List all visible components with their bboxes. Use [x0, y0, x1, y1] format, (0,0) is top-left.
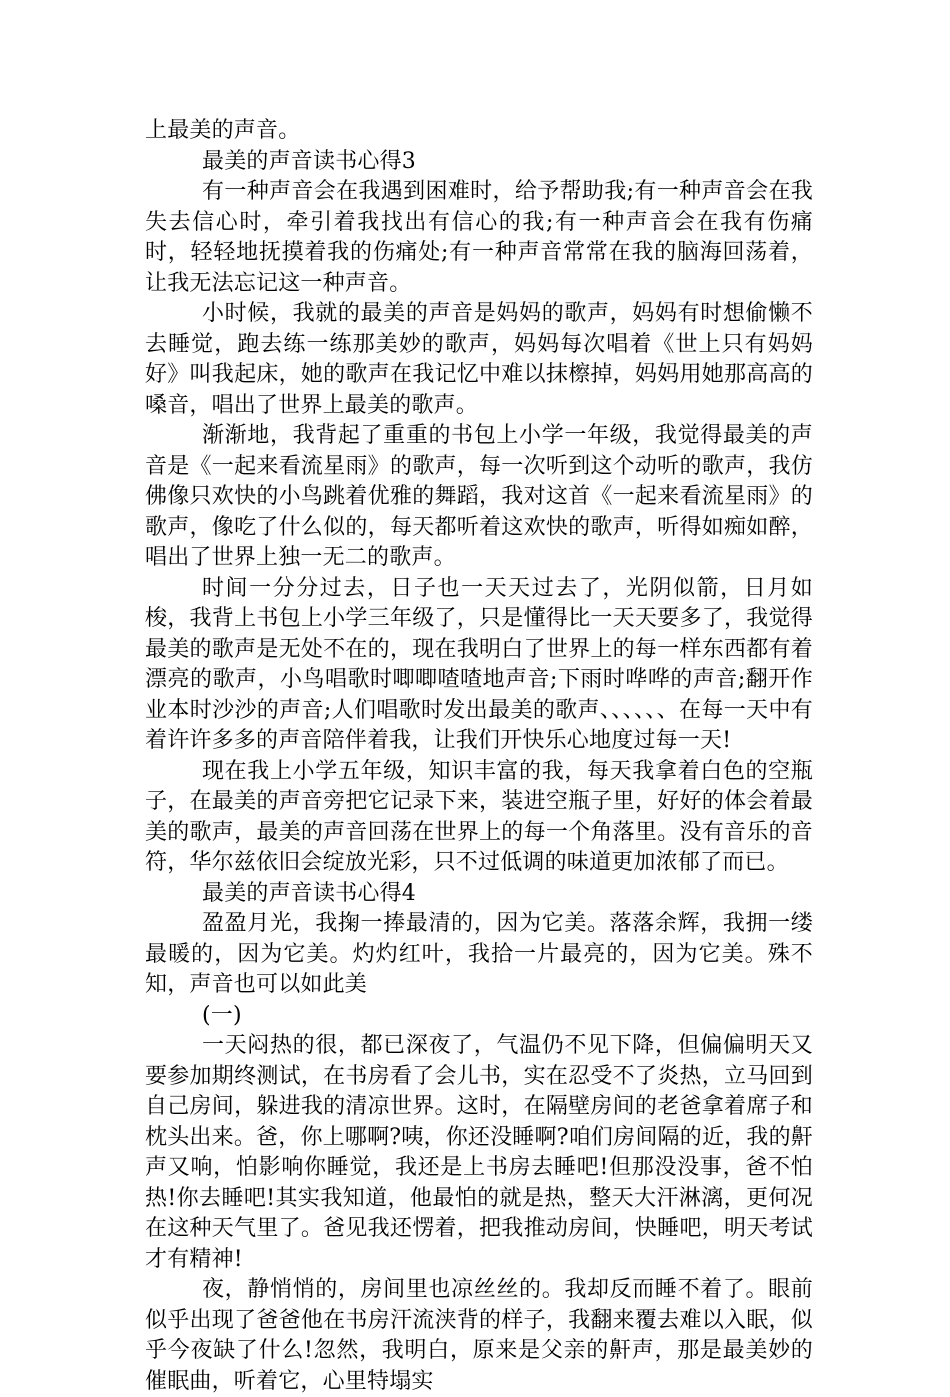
paragraph: 一天闷热的很，都已深夜了，气温仍不见下降，但偏偏明天又要参加期终测试，在书房看了会儿书，实在忍受不了炎热，立马回到自己房间，躲进我的清凉世界。这时，在隔壁房间的老爸拿着席子和枕头出来。爸，你上哪啊?咦，你还没睡啊?咱们房间隔的近，我的鼾声又响，怕影响你睡觉，我还是上书房去睡吧!但那没没事，爸不怕热!你去睡吧!其实我知道，他最怕的就是热，整天大汗淋漓，更何况在这种天气里了。爸见我还愣着，把我推动房间，快睡吧，明天考试才有精神!	[145, 1033, 813, 1272]
section-heading-4: 最美的声音读书心得4	[202, 880, 416, 906]
document-body	[145, 116, 813, 1397]
paragraph: 小时候，我就的最美的声音是妈妈的歌声，妈妈有时想偷懒不去睡觉，跑去练一练那美妙的歌声，妈妈每次唱着《世上只有妈妈好》叫我起床，她的歌声在我记忆中难以抹檫掉，妈妈用她那高高的嗓音，唱出了世界上最美的歌声。	[145, 301, 813, 418]
paragraph: 盈盈月光，我掬一捧最清的，因为它美。落落余辉，我拥一缕最暖的，因为它美。灼灼红叶，我拾一片最亮的，因为它美。殊不知，声音也可以如此美	[145, 911, 813, 997]
paragraph: 渐渐地，我背起了重重的书包上小学一年级，我觉得最美的声音是《一起来看流星雨》的歌声，每一次听到这个动听的歌声，我仿佛像只欢快的小鸟跳着优雅的舞蹈，我对这首《一起来看流星雨》的歌声，像吃了什么似的，每天都听着这欢快的歌声，听得如痴如醉，唱出了世界上独一无二的歌声。	[145, 423, 813, 570]
subsection-marker: (一)	[202, 1002, 242, 1028]
paragraph-continuation: 上最美的声音。	[145, 118, 301, 143]
paragraph: 夜，静悄悄的，房间里也凉丝丝的。我却反而睡不着了。眼前似乎出现了爸爸他在书房汗流浃背的样子，我翻来覆去难以入眠，似乎今夜缺了什么!忽然，我明白，原来是父亲的鼾声，那是最美妙的催眠曲，听着它，心里特塌实	[145, 1277, 813, 1394]
paragraph: 有一种声音会在我遇到困难时，给予帮助我;有一种声音会在我失去信心时，牵引着我找出有信心的我;有一种声音会在我有伤痛时，轻轻地抚摸着我的伤痛处;有一种声音常常在我的脑海回荡着，让我无法忘记这一种声音。	[145, 179, 813, 296]
paragraph: 现在我上小学五年级，知识丰富的我，每天我拿着白色的空瓶子，在最美的声音旁把它记录下来，装进空瓶子里，好好的体会着最美的歌声，最美的声音回荡在世界上的每一个角落里。没有音乐的音符，华尔兹依旧会绽放光彩，只不过低调的味道更加浓郁了而已。	[145, 758, 813, 875]
section-heading-3: 最美的声音读书心得3	[202, 148, 416, 174]
paragraph: 时间一分分过去，日子也一天天过去了，光阴似箭，日月如梭，我背上书包上小学三年级了，只是懂得比一天天要多了，我觉得最美的歌声是无处不在的，现在我明白了世界上的每一样东西都有着漂亮的歌声，小鸟唱歌时唧唧喳喳地声音;下雨时哗哗的声音;翻开作业本时沙沙的声音;人们唱歌时发出最美的歌声、、、、、、在每一天中有着许许多多的声音陪伴着我，让我们开快乐心地度过每一天!	[145, 575, 813, 753]
